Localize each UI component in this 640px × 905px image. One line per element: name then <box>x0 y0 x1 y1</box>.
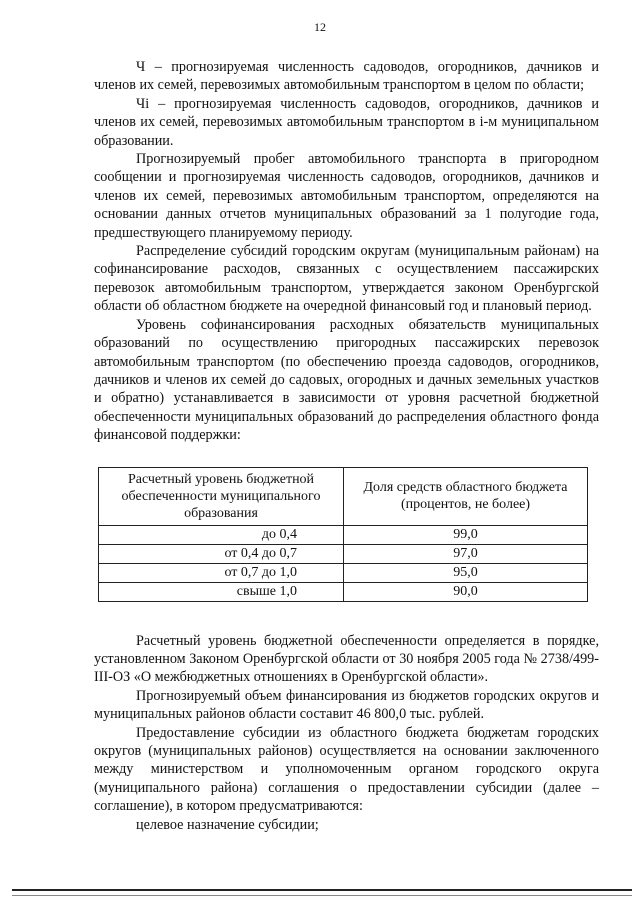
table-cell-level: до 0,4 <box>99 525 344 544</box>
paragraph-forecast-funding: Прогнозируемый объем финансирования из бюджетов городских округов и муниципальных районов области составит 46 800,0 тыс. рублей. <box>94 687 599 723</box>
table-cell-level: от 0,4 до 0,7 <box>99 544 344 563</box>
table-row <box>99 544 588 563</box>
table-cell-share: 95,0 <box>344 563 588 582</box>
document-body <box>94 58 599 834</box>
table-row <box>99 582 588 601</box>
table-header-share: Доля средств областного бюджета (процентов, не более) <box>344 467 588 525</box>
table-cell-share: 99,0 <box>344 525 588 544</box>
paragraph-chi-definition: Чi – прогнозируемая численность садоводов, огородников, дачников и членов их семей, перевозимых автомобильным транспортом в i-м муниципальном образовании. <box>94 95 599 149</box>
table-header-row <box>99 467 588 525</box>
paragraph-cofinancing-level: Уровень софинансирования расходных обязательств муниципальных образований по осуществлению пригородных пассажирских перевозок автомобильным транспортом (по обеспечению проезда садоводов, огородников, дачников и членов их семей до садовых, огородных и дачных земельных участков и обратно) устанавливается в зависимости от уровня расчетной бюджетной обеспеченности муниципальных образований до распределения областного фонда финансовой поддержки: <box>94 316 599 444</box>
table-cell-share: 97,0 <box>344 544 588 563</box>
table-cell-level: свыше 1,0 <box>99 582 344 601</box>
table-row <box>99 563 588 582</box>
paragraph-budget-level-law: Расчетный уровень бюджетной обеспеченности определяется в порядке, установленном Законом Оренбургской области от 30 ноября 2005 года № 2738/499-III-ОЗ «О межбюджетных отношениях в Оренбургской области». <box>94 632 599 686</box>
cofinancing-table <box>98 467 588 602</box>
bottom-border-line <box>12 889 632 891</box>
page-number: 12 <box>314 20 326 34</box>
paragraph-forecast-mileage: Прогнозируемый пробег автомобильного транспорта в пригородном сообщении и прогнозируемая численность садоводов, огородников, дачников и членов их семей, перевозимых автомобильным транспортом, определяются на основании данных отчетов муниципальных образований за 1 полугодие года, предшествующего планируемому периоду. <box>94 151 599 241</box>
table-cell-share: 90,0 <box>344 582 588 601</box>
paragraph-ch-definition: Ч – прогнозируемая численность садоводов, огородников, дачников и членов их семей, перевозимых автомобильным транспортом в целом по области; <box>94 59 599 94</box>
paragraph-subsidy-distribution: Распределение субсидий городским округам (муниципальным районам) на софинансирование расходов, связанных с осуществлением пассажирских перевозок автомобильным транспортом, утверждается законом Оренбургской области об областном бюджете на очередной финансовый год и плановый период. <box>94 243 599 315</box>
paragraph-subsidy-agreement: Предоставление субсидии из областного бюджета бюджетам городских округов (муниципальных районов) осуществляется на основании заключенного между министерством и уполномоченным органом городского округа (муниципального района) соглашения о предоставлении субсидии (далее – соглашение), в котором предусматриваются: <box>94 724 599 815</box>
bottom-border-line-thin <box>12 895 632 896</box>
table-cell-level: от 0,7 до 1,0 <box>99 563 344 582</box>
paragraph-target-purpose: целевое назначение субсидии; <box>136 816 319 833</box>
table-header-level: Расчетный уровень бюджетной обеспеченности муниципального образования <box>99 467 344 525</box>
table-row <box>99 525 588 544</box>
